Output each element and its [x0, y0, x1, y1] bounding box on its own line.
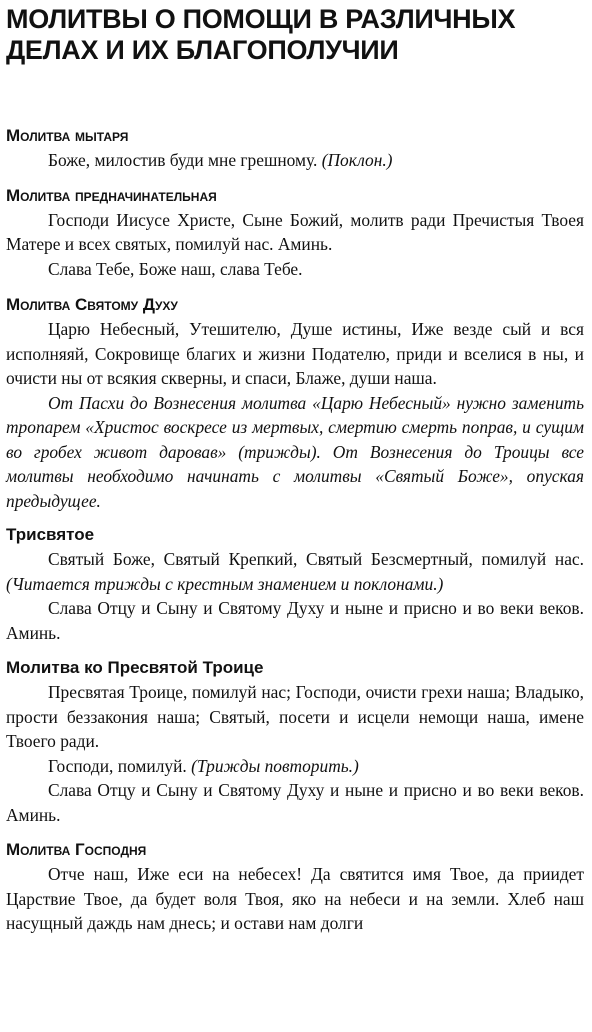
page-title-line-1: МОЛИТВЫ О ПОМОЩИ В РАЗЛИЧНЫХ	[6, 4, 516, 34]
rubric-note: (Поклон.)	[321, 150, 393, 170]
prayer-text: Господи, помилуй.	[48, 755, 192, 776]
prayer-paragraph: Пресвятая Троице, помилуй нас; Господи, очисти грехи наша; Владыко, прости беззакония наша; Святый, посети и исцели немощи наша, имене Твоего ради.	[6, 682, 584, 751]
prayer-paragraph: Господи Иисусе Христе, Сыне Божий, молитв ради Пречистыя Твоея Матере и всех святых, помилуй нас. Аминь.	[6, 209, 584, 254]
rubric-note: (Читается трижды с крестным знамением и поклонами.)	[6, 573, 444, 594]
section-heading: Молитва Святому Духу	[6, 295, 178, 314]
prayer-paragraph: Царю Небесный, Утешителю, Душе истины, Иже везде сый и вся исполняяй, Сокровище благих и жизни Подателю, приди и вселися в ны, и очисти ны от всякия скверны, и спаси, Блаже, души наша.	[6, 319, 584, 388]
rubric-paragraph: От Пасхи до Вознесения молитва «Царю Небесный» нужно заменить тропарем «Христос воскресе из мертвых, смертию смерть поправ, и сущим во гробех живот даровав» (трижды). От Вознесения до Троицы все молитвы необходимо начинать с молитвы «Святый Боже», опуская предыдущее.	[6, 392, 584, 511]
prayer-paragraph	[6, 547, 584, 596]
prayer-text: Святый Боже, Святый Крепкий, Святый Безсмертный, помилуй нас.	[48, 549, 584, 569]
rubric-note: (Трижды повторить.)	[191, 755, 359, 776]
prayer-paragraph	[6, 148, 584, 173]
prayer-paragraph: Отче наш, Иже еси на небесех! Да святится имя Твое, да приидет Царствие Твое, да будет воля Твоя, яко на небеси и на земли. Хлеб наш насущный даждь нам днесь; и остави нам долги	[6, 864, 584, 933]
prayer-paragraph	[6, 754, 584, 779]
prayer-paragraph: Слава Отцу и Сыну и Святому Духу и ныне и присно и во веки веков. Аминь.	[6, 598, 584, 643]
prayer-paragraph: Слава Тебе, Боже наш, слава Тебе.	[48, 258, 303, 279]
prayer-section-trisagion	[6, 523, 584, 645]
page-title-line-2: ДЕЛАХ И ИХ БЛАГОПОЛУЧИИ	[6, 35, 399, 65]
page-title	[6, 0, 584, 66]
prayer-section-lords-prayer	[6, 838, 584, 936]
section-heading: Молитва Господня	[6, 840, 147, 859]
prayer-section-holy-trinity	[6, 656, 584, 827]
section-heading: Молитва мытаря	[6, 126, 129, 145]
prayer-paragraph: Слава Отцу и Сыну и Святому Духу и ныне и присно и во веки веков. Аминь.	[6, 780, 584, 825]
section-heading: Трисвятое	[6, 525, 95, 544]
prayer-section-holy-spirit	[6, 293, 584, 513]
prayer-text: Боже, милостив буди мне грешному.	[48, 150, 322, 170]
section-heading: Молитва предначинательная	[6, 185, 217, 205]
prayer-section-opening	[6, 184, 584, 282]
prayer-section-publican	[6, 124, 584, 173]
section-heading: Молитва ко Пресвятой Троице	[6, 658, 264, 677]
